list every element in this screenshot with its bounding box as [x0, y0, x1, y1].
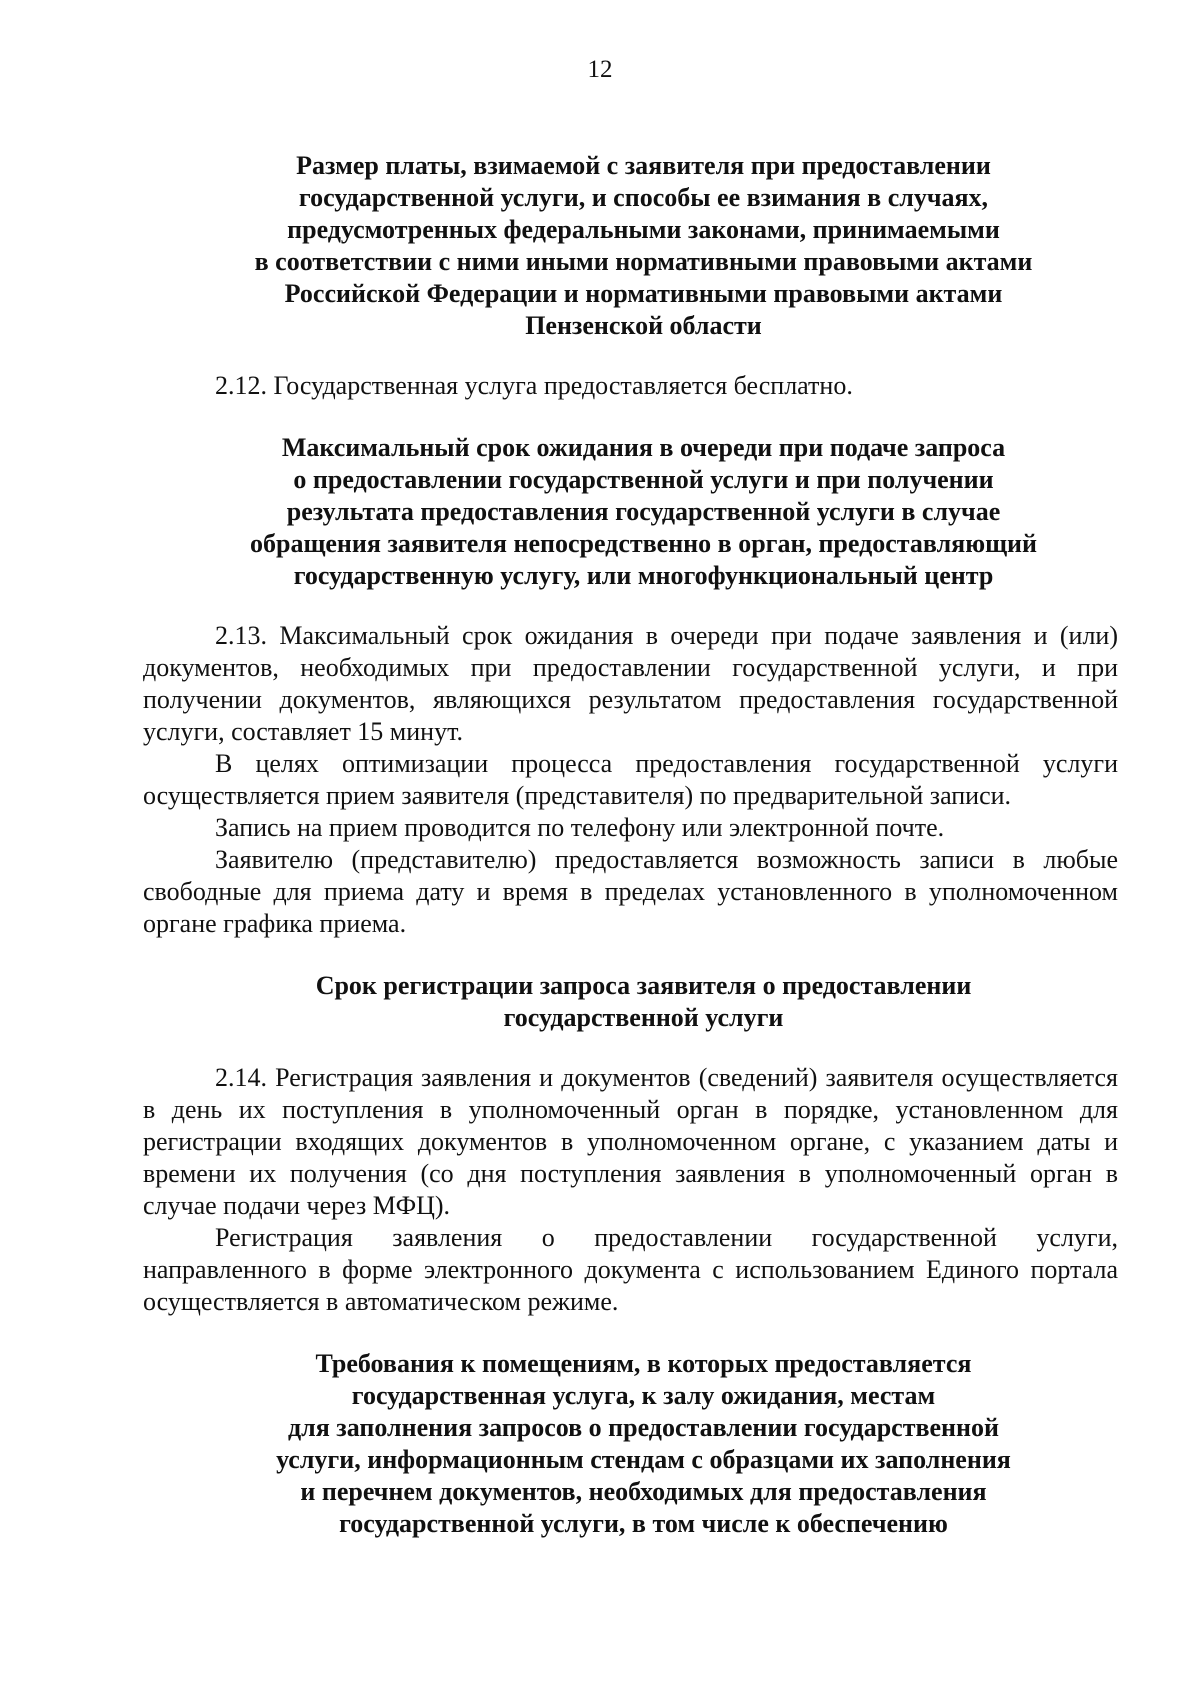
heading-line: и перечнем документов, необходимых для предоставления: [300, 1477, 987, 1506]
heading-line: Размер платы, взимаемой с заявителя при предоставлении: [296, 151, 991, 180]
paragraph-2-13: 2.13. Максимальный срок ожидания в очереди при подаче заявления и (или) документов, необходимых при предоставлении государственной услуги, и при получении документов, являющихся результатом предоставления государственной услуги, составляет 15 минут.: [143, 621, 1118, 746]
heading-line: Российской Федерации и нормативными правовыми актами: [284, 279, 1003, 308]
heading-line: результата предоставления государственной услуги в случае: [286, 497, 1001, 526]
section-heading-fee: [143, 150, 1118, 342]
heading-line: государственной услуги: [503, 1003, 784, 1032]
heading-line: в соответствии с ними иными нормативными правовыми актами: [254, 247, 1033, 276]
heading-line: о предоставлении государственной услуги и при получении: [293, 465, 994, 494]
heading-line: государственная услуга, к залу ожидания, местам: [351, 1381, 936, 1410]
heading-line: предусмотренных федеральными законами, принимаемыми: [287, 215, 1000, 244]
section-heading-queue-time: [143, 432, 1118, 592]
heading-line: Требования к помещениям, в которых предоставляется: [315, 1349, 972, 1378]
section-heading-registration: [143, 970, 1118, 1034]
paragraph-appointment: В целях оптимизации процесса предоставления государственной услуги осуществляется прием заявителя (представителя) по предварительной записи.: [143, 749, 1118, 810]
heading-line: для заполнения запросов о предоставлении государственной: [287, 1413, 999, 1442]
heading-line: Пензенской области: [525, 311, 762, 340]
paragraph-electronic-registration: Регистрация заявления о предоставлении государственной услуги, направленного в форме электронного документа с использованием Единого портала осуществляется в автоматическом режиме.: [143, 1223, 1118, 1316]
paragraph-booking: Запись на прием проводится по телефону или электронной почте.: [215, 813, 945, 842]
section-heading-premises: [143, 1348, 1118, 1540]
document-body: [143, 150, 1118, 1540]
paragraph-booking-schedule: Заявителю (представителю) предоставляется возможность записи в любые свободные для приема дату и время в пределах установленного в уполномоченном органе графика приема.: [143, 845, 1118, 938]
heading-line: услуги, информационным стендам с образцами их заполнения: [276, 1445, 1011, 1474]
paragraph-2-14: 2.14. Регистрация заявления и документов (сведений) заявителя осуществляется в день их поступления в уполномоченный орган в порядке, установленном для регистрации входящих документов в уполномоченном органе, с указанием даты и времени их получения (со дня поступления заявления в уполномоченный орган в случае подачи через МФЦ).: [143, 1063, 1118, 1220]
paragraph-2-12: 2.12. Государственная услуга предоставляется бесплатно.: [215, 371, 853, 400]
page-number: 12: [587, 56, 613, 83]
heading-line: обращения заявителя непосредственно в орган, предоставляющий: [249, 529, 1038, 558]
heading-line: Срок регистрации запроса заявителя о предоставлении: [315, 971, 972, 1000]
heading-line: государственной услуги, в том числе к обеспечению: [339, 1509, 948, 1538]
heading-line: Максимальный срок ожидания в очереди при подаче запроса: [281, 433, 1006, 462]
heading-line: государственной услуги, и способы ее взимания в случаях,: [298, 183, 989, 212]
heading-line: государственную услугу, или многофункциональный центр: [293, 561, 994, 590]
